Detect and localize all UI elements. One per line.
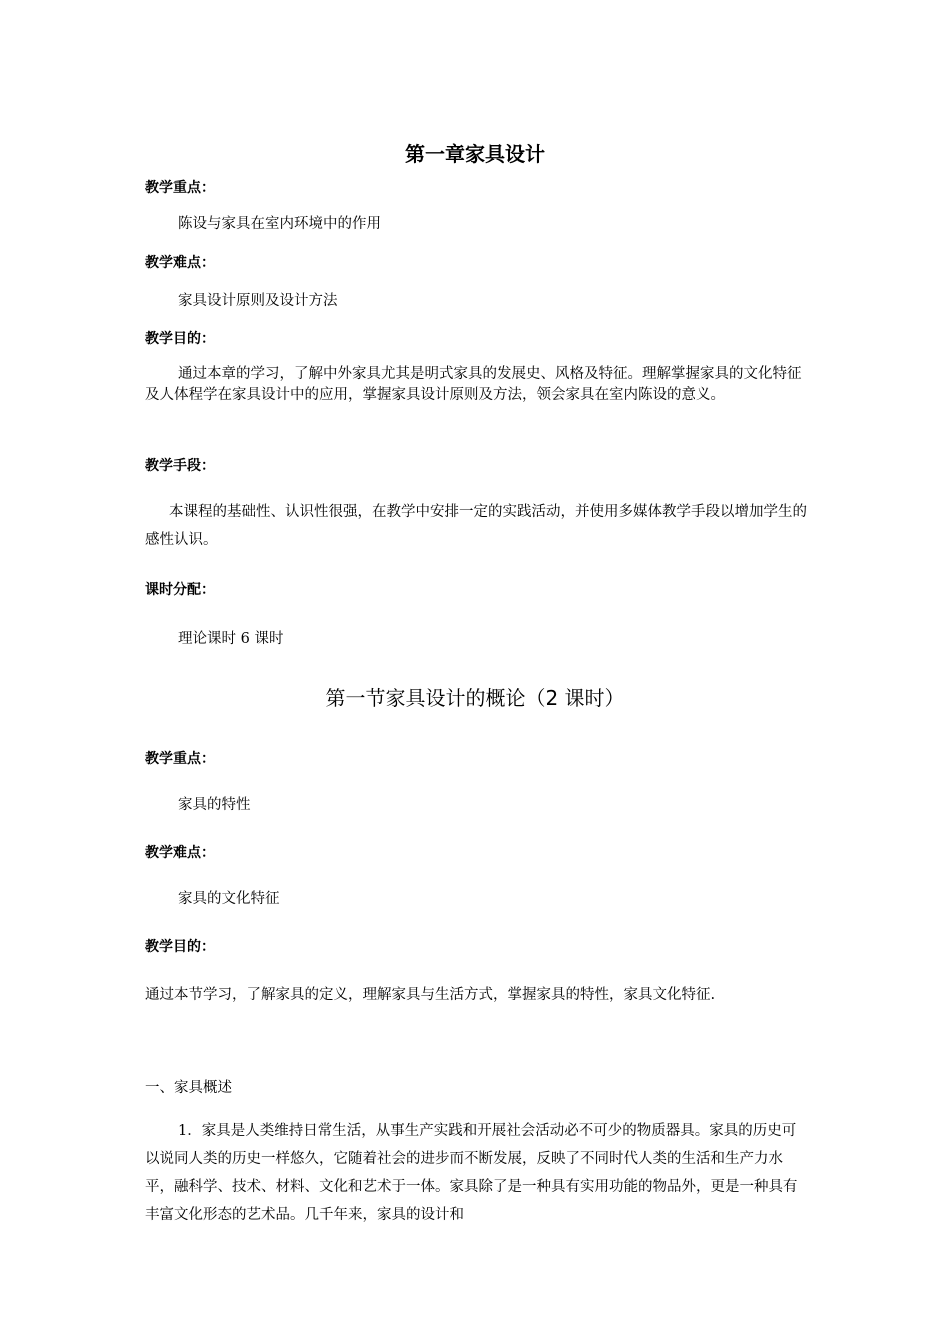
chapter-difficulty-text: 家具设计原则及设计方法	[178, 293, 338, 309]
chapter-focus-text: 陈设与家具在室内环境中的作用	[178, 216, 381, 232]
chapter-hours-text: 理论课时 6 课时	[178, 631, 284, 647]
section-focus-label: 教学重点：	[145, 751, 215, 767]
section-difficulty-label: 教学难点：	[145, 845, 215, 861]
chapter-title: 第一章家具设计	[405, 142, 545, 166]
chapter-difficulty-label: 教学难点：	[145, 255, 215, 271]
chapter-goal-text: 通过本章的学习，了解中外家具尤其是明式家具的发展史、风格及特征。理解掌握家具的文化特征及人体程学在家具设计中的应用，掌握家具设计原则及方法，领会家具在室内陈设的意义。	[145, 366, 802, 403]
chapter-focus-label: 教学重点：	[145, 180, 215, 196]
section-focus-text: 家具的特性	[178, 797, 251, 813]
chapter-goal-label: 教学目的：	[145, 331, 215, 347]
section-title: 第一节家具设计的概论（2 课时）	[325, 686, 625, 710]
chapter-means-text: 本课程的基础性、认识性很强，在教学中安排一定的实践活动，并使用多媒体教学手段以增加学生的感性认识。	[145, 504, 807, 548]
section-para-one: 1．家具是人类维持日常生活，从事生产实践和开展社会活动必不可少的物质器具。家具的历史可以说同人类的历史一样悠久，它随着社会的进步而不断发展，反映了不同时代人类的生活和生产力水平，融科学、技术、材料、文化和艺术于一体。家具除了是一种具有实用功能的物品外，更是一种具有丰富文化形态的艺术品。几千年来，家具的设计和	[145, 1123, 798, 1223]
chapter-hours-label: 课时分配：	[145, 582, 215, 598]
section-goal-text: 通过本节学习，了解家具的定义，理解家具与生活方式，掌握家具的特性，家具文化特征.	[145, 987, 716, 1003]
chapter-means-label: 教学手段：	[145, 458, 215, 474]
section-heading-one: 一、家具概述	[145, 1080, 232, 1096]
section-goal-label: 教学目的：	[145, 939, 215, 955]
section-difficulty-text: 家具的文化特征	[178, 891, 280, 907]
